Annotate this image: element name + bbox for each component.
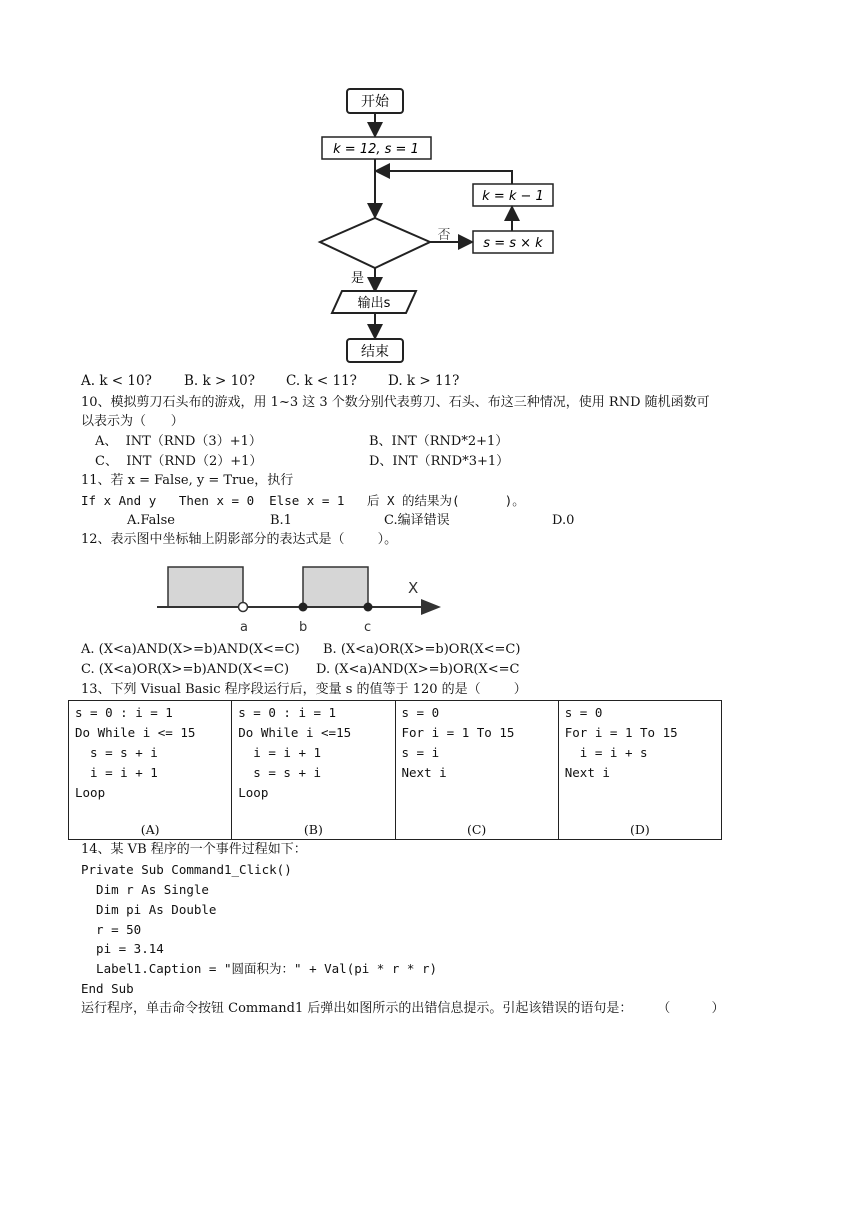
- shade-right: [303, 567, 368, 607]
- program-a-line: i = i + 1: [75, 765, 158, 780]
- program-a-line: Do While i <= 15: [75, 725, 196, 740]
- q9-option-c: C. k < 11?: [286, 373, 357, 389]
- program-b-line: s = 0 : i = 1: [238, 705, 337, 720]
- q9-option-a: A. k < 10?: [81, 373, 152, 389]
- flow-init-text: k = 12, s = 1: [333, 142, 419, 157]
- q10-stem-line1: 10、模拟剪刀石头布的游戏，用 1~3 这 3 个数分别代表剪刀、石头、布这三种情况，使用 RND 随机函数可: [81, 395, 710, 410]
- program-c-caption: (C): [466, 822, 487, 837]
- shade-left: [168, 567, 243, 607]
- q11-option-b: B.1: [270, 513, 292, 528]
- flow-start-text: 开始: [361, 94, 389, 110]
- q14-code-line: Dim pi As Double: [81, 902, 217, 917]
- q12-stem: 12、表示图中坐标轴上阴影部分的表达式是（ ）。: [81, 532, 398, 547]
- program-c-line: For i = 1 To 15: [401, 725, 515, 740]
- flow-output-text: 输出s: [357, 296, 391, 311]
- program-b-line: i = i + 1: [238, 745, 322, 760]
- q11-option-d: D.0: [552, 513, 575, 528]
- q11-stem-line2: If x And y Then x = 0 Else x = 1 后 X 的结果为( )。: [81, 493, 525, 508]
- program-a-cell: [69, 701, 232, 840]
- program-c-line: s = i: [401, 745, 440, 760]
- q14-stem: 14、某 VB 程序的一个事件过程如下：: [81, 842, 307, 857]
- q9-option-b: B. k > 10?: [184, 373, 255, 389]
- q11-option-c: C.编译错误: [384, 513, 450, 528]
- q10-stem-line2: 以表示为（ ）: [81, 414, 184, 429]
- q10-option-b: B、INT（RND*2+1）: [369, 434, 509, 449]
- flow-decision-diamond: [320, 218, 430, 268]
- flowchart: [0, 0, 860, 370]
- program-d-line: s = 0: [564, 705, 603, 720]
- program-d-cell: [558, 701, 721, 840]
- q12-number-line: [0, 560, 860, 640]
- q12-option-c: C. (X<a)OR(X>=b)AND(X<=C): [81, 662, 290, 677]
- program-d-line: For i = 1 To 15: [564, 725, 678, 740]
- point-b-closed: [299, 603, 308, 612]
- program-b-caption: (B): [303, 822, 323, 837]
- program-c-cell: [395, 701, 558, 840]
- q11-option-a: A.False: [127, 513, 175, 528]
- q14-followup: 运行程序，单击命令按钮 Command1 后弹出如图所示的出错信息提示。引起该错误的语句是： （ ）: [81, 1001, 725, 1016]
- program-a-line: s = s + i: [75, 745, 158, 760]
- program-a-line: s = 0 : i = 1: [75, 705, 173, 720]
- q13-stem: 13、下列 Visual Basic 程序段运行后，变量 s 的值等于 120 的是（ ）: [81, 682, 527, 697]
- label-c: c: [364, 620, 372, 635]
- program-d-caption: (D): [629, 822, 650, 837]
- flow-no-label: 否: [437, 228, 451, 243]
- point-c-closed: [364, 603, 373, 612]
- q13-program-table: [68, 700, 722, 840]
- flow-end-text: 结束: [361, 344, 389, 360]
- axis-label-x: X: [408, 579, 419, 597]
- program-b-cell: [232, 701, 395, 840]
- q11-stem-line1: 11、若 x = False, y = True，执行: [81, 473, 294, 488]
- q14-code-line: Dim r As Single: [81, 882, 209, 897]
- q12-option-b: B. (X<a)OR(X>=b)OR(X<=C): [323, 642, 521, 657]
- program-c-line: Next i: [401, 765, 447, 780]
- program-d-line: Next i: [564, 765, 610, 780]
- q10-option-a: A、 INT（RND（3）+1）: [95, 434, 262, 449]
- label-b: b: [299, 620, 308, 635]
- program-a-caption: (A): [140, 822, 160, 837]
- flow-decrement-text: k = k − 1: [482, 189, 544, 204]
- program-b-line: Do While i <=15: [238, 725, 352, 740]
- program-c-line: s = 0: [401, 705, 440, 720]
- q9-option-d: D. k > 11?: [388, 373, 460, 389]
- q10-option-c: C、 INT（RND（2）+1）: [95, 454, 263, 469]
- q14-code-line: pi = 3.14: [81, 941, 164, 956]
- flow-multiply-text: s = s × k: [483, 236, 543, 251]
- flow-yes-label: 是: [350, 271, 364, 286]
- q12-option-a: A. (X<a)AND(X>=b)AND(X<=C): [81, 642, 300, 657]
- q14-code-line: r = 50: [81, 922, 142, 937]
- point-a-open: [239, 603, 248, 612]
- label-a: a: [240, 620, 248, 635]
- q12-option-d: D. (X<a)AND(X>=b)OR(X<=C: [316, 662, 520, 677]
- q14-code-line: Label1.Caption = "圆面积为：" + Val(pi * r * r): [81, 961, 437, 976]
- q14-code-line: End Sub: [81, 981, 134, 996]
- q10-option-d: D、INT（RND*3+1）: [369, 454, 510, 469]
- program-a-line: Loop: [75, 785, 106, 800]
- program-d-line: i = i + s: [564, 745, 648, 760]
- program-b-line: s = s + i: [238, 765, 322, 780]
- program-b-line: Loop: [238, 785, 269, 800]
- q14-code-line: Private Sub Command1_Click(): [81, 862, 292, 877]
